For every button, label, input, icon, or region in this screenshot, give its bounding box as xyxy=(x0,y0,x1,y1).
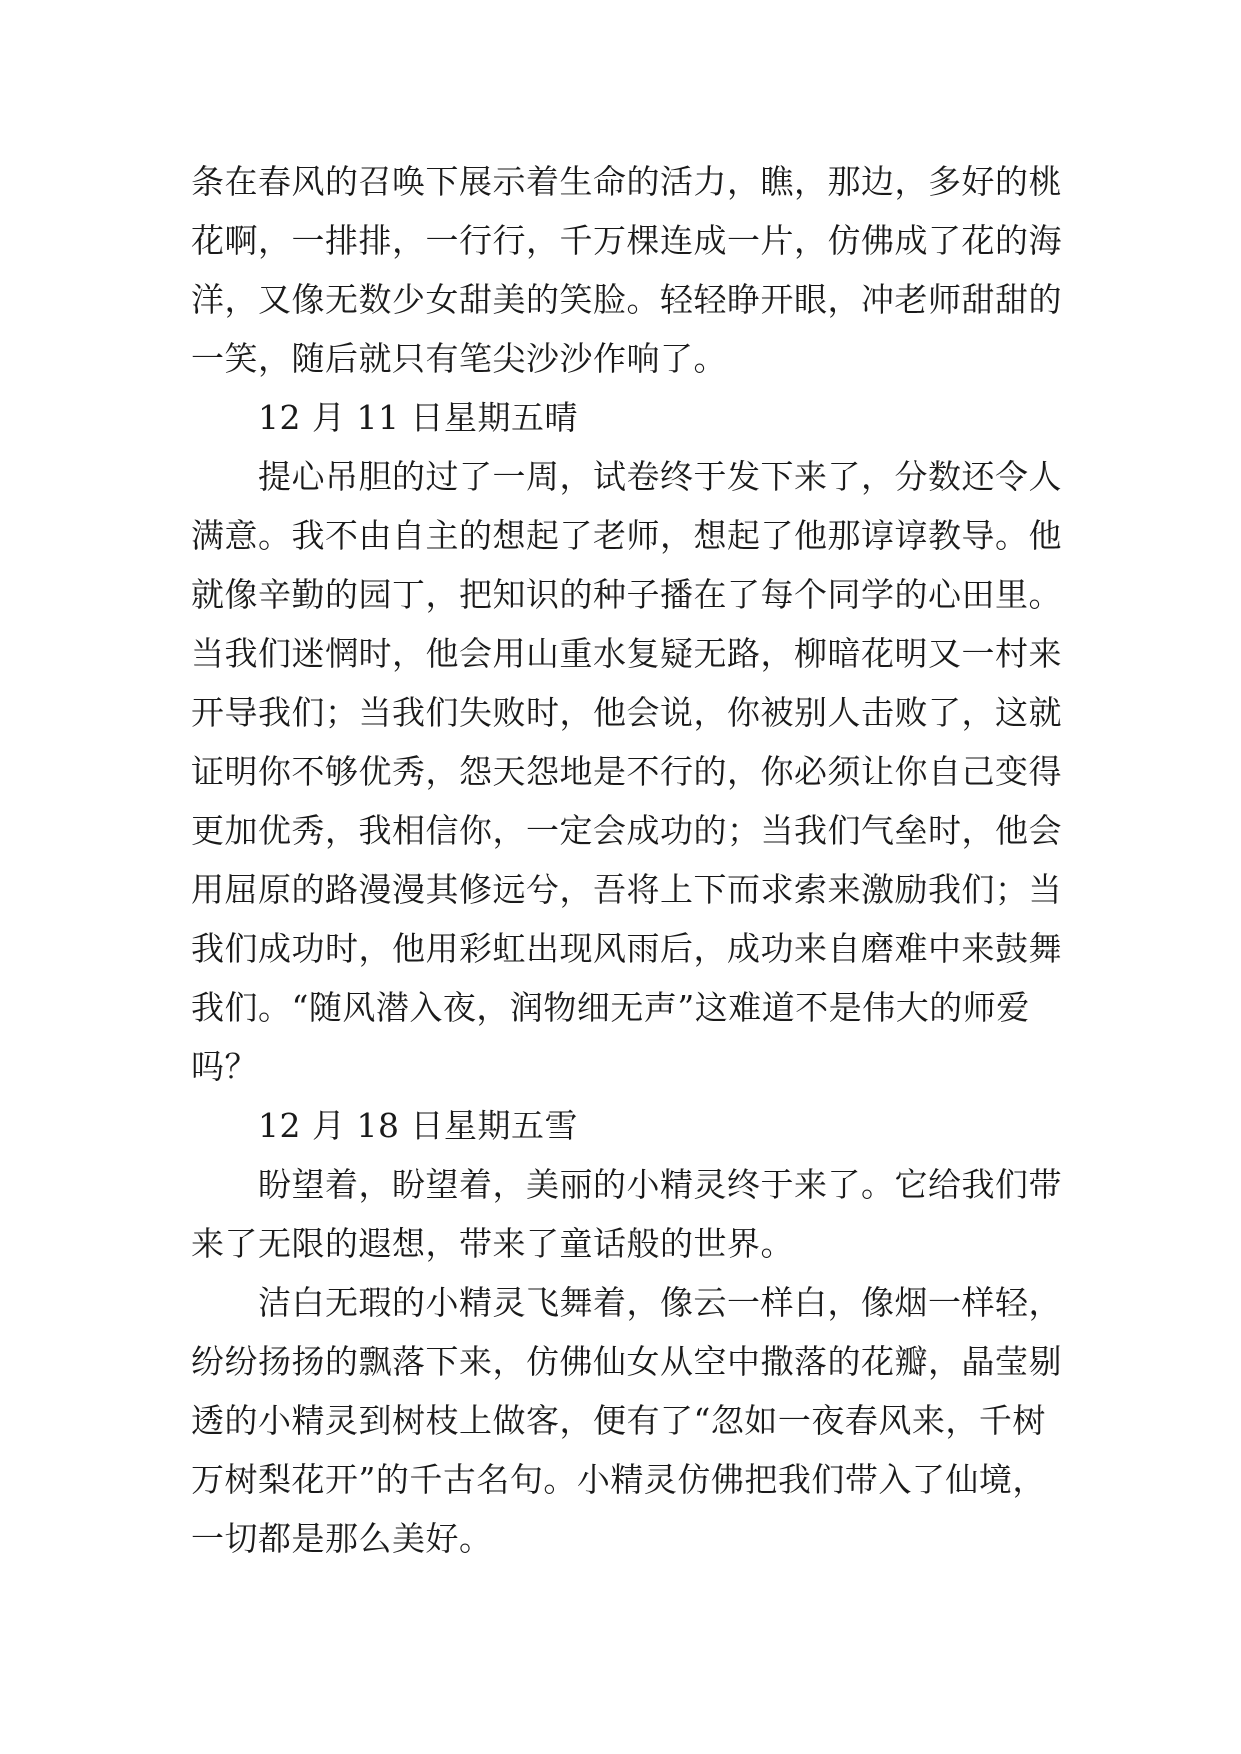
text-line: 我们成功时，他用彩虹出现风雨后，成功来自磨难中来鼓舞 xyxy=(191,929,1062,968)
text-line: 盼望着，盼望着，美丽的小精灵终于来了。它给我们带 xyxy=(258,1165,1062,1204)
text-line: 吗？ xyxy=(191,1047,258,1086)
text-line: 一切都是那么美好。 xyxy=(191,1519,493,1558)
text-line: 12 月 18 日星期五雪 xyxy=(258,1106,578,1145)
text-line: 万树梨花开”的千古名句。小精灵仿佛把我们带入了仙境， xyxy=(191,1460,1046,1499)
document-body xyxy=(191,152,1061,1568)
text-line: 洋，又像无数少女甜美的笑脸。轻轻睁开眼，冲老师甜甜的 xyxy=(191,280,1062,319)
text-line: 洁白无瑕的小精灵飞舞着，像云一样白，像烟一样轻， xyxy=(258,1283,1062,1322)
text-line: 花啊，一排排，一行行，千万棵连成一片，仿佛成了花的海 xyxy=(191,221,1062,260)
text-line: 更加优秀，我相信你，一定会成功的；当我们气垒时，他会 xyxy=(191,811,1062,850)
text-line: 12 月 11 日星期五晴 xyxy=(258,398,578,437)
text-line: 证明你不够优秀，怨天怨地是不行的，你必须让你自己变得 xyxy=(191,752,1062,791)
text-line: 提心吊胆的过了一周，试卷终于发下来了，分数还令人 xyxy=(258,457,1062,496)
text-line: 用屈原的路漫漫其修远兮，吾将上下而求索来激励我们；当 xyxy=(191,870,1062,909)
text-line: 我们。“随风潜入夜，润物细无声”这难道不是伟大的师爱 xyxy=(191,988,1030,1027)
text-line: 一笑，随后就只有笔尖沙沙作响了。 xyxy=(191,339,727,378)
text-line: 条在春风的召唤下展示着生命的活力，瞧，那边，多好的桃 xyxy=(191,162,1062,201)
text-line: 透的小精灵到树枝上做客，便有了“忽如一夜春风来，千树 xyxy=(191,1401,1046,1440)
text-line: 当我们迷惘时，他会用山重水复疑无路，柳暗花明又一村来 xyxy=(191,634,1062,673)
text-line: 就像辛勤的园丁，把知识的种子播在了每个同学的心田里。 xyxy=(191,575,1062,614)
text-line: 满意。我不由自主的想起了老师，想起了他那谆谆教导。他 xyxy=(191,516,1062,555)
text-line: 来了无限的遐想，带来了童话般的世界。 xyxy=(191,1224,794,1263)
text-line: 纷纷扬扬的飘落下来，仿佛仙女从空中撒落的花瓣，晶莹剔 xyxy=(191,1342,1062,1381)
text-line: 开导我们；当我们失败时，他会说，你被别人击败了，这就 xyxy=(191,693,1062,732)
